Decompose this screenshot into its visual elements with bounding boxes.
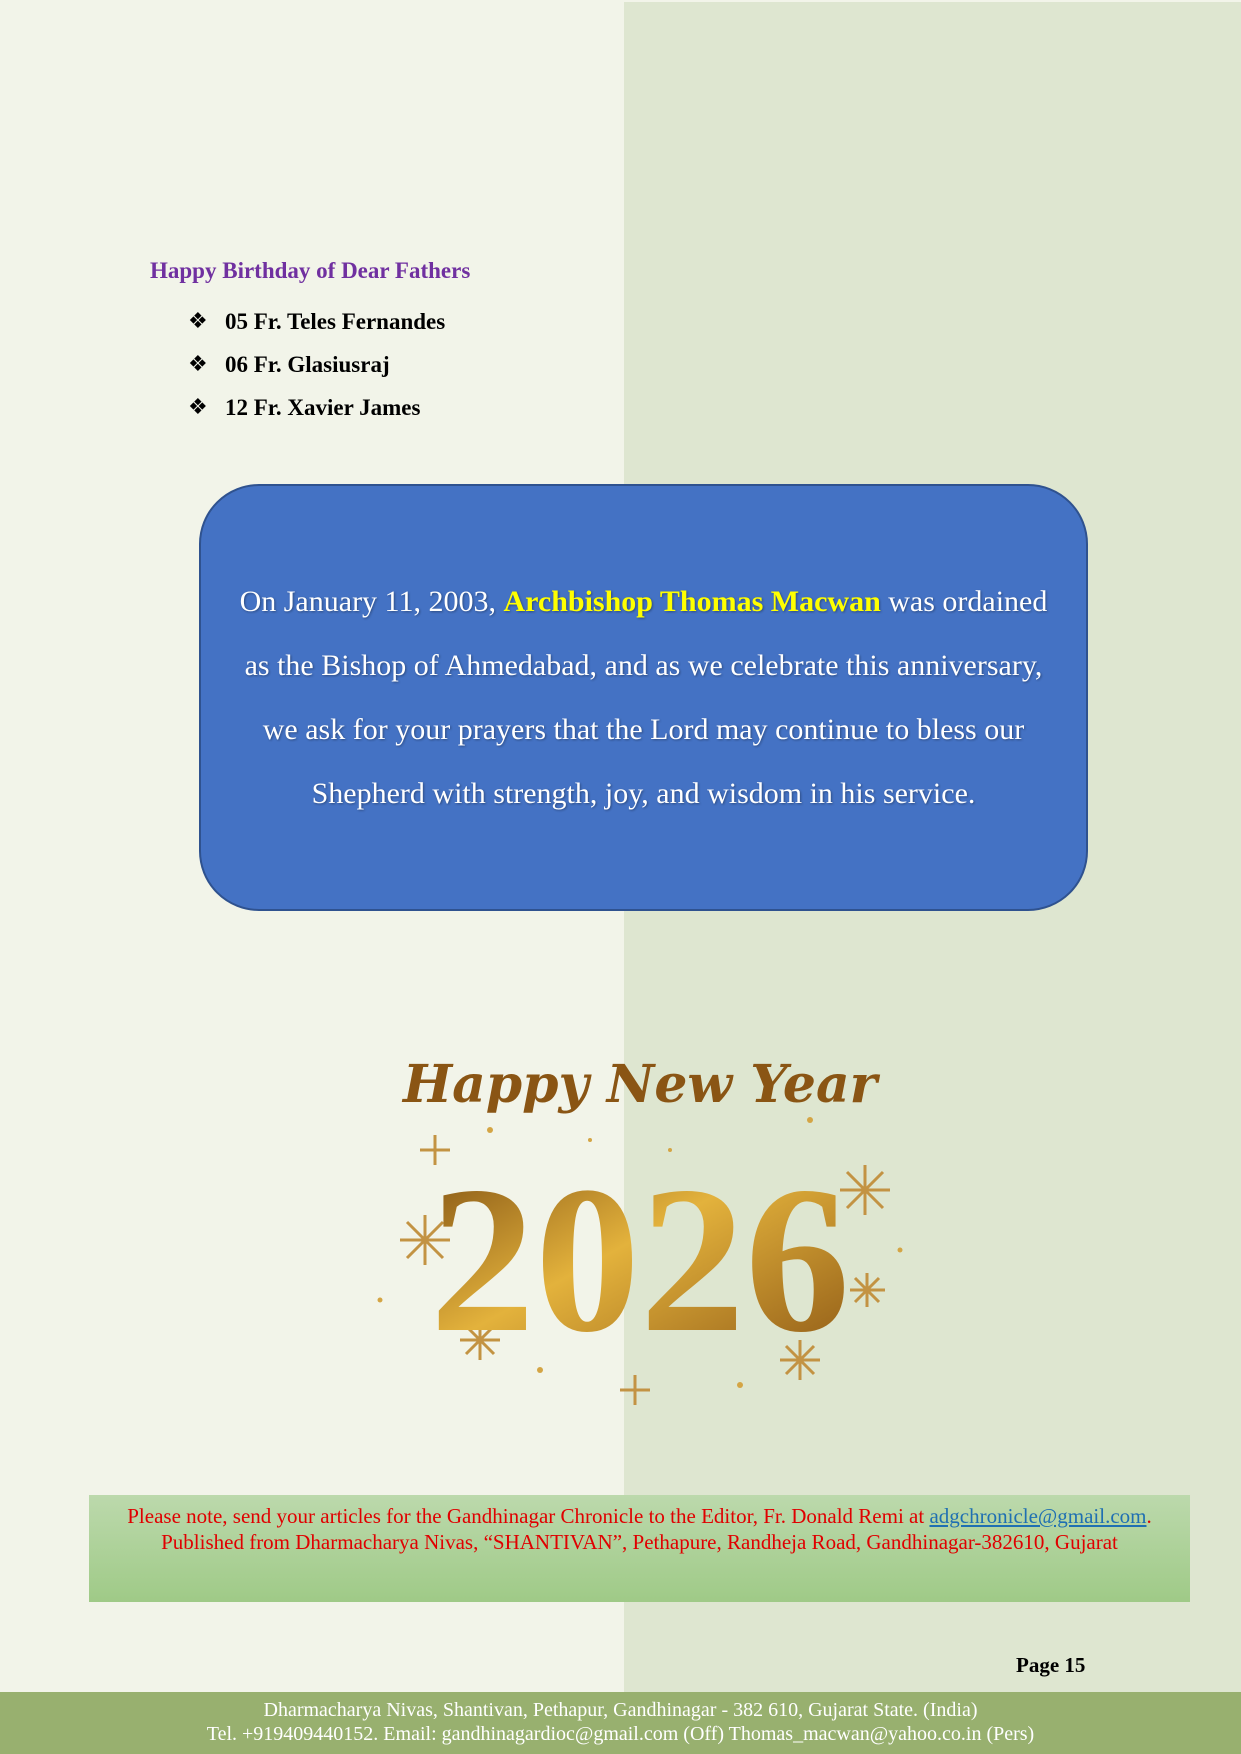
diamond-bullet-icon: ❖ xyxy=(188,309,208,334)
archbishop-name: Archbishop Thomas Macwan xyxy=(503,584,881,618)
notice-text-intro: Please note, send your articles for the Gandhinagar Chronicle to the Editor, Fr. Donald Remi at xyxy=(127,1504,930,1528)
footer-contact: Tel. +919409440152. Email: gandhinagardioc@gmail.com (Off) Thomas_macwan@yahoo.co.in (Pers) xyxy=(206,1723,1035,1745)
anniversary-message xyxy=(237,570,1050,826)
diamond-bullet-icon: ❖ xyxy=(188,352,208,377)
notice-text-address: . Published from Dharmacharya Nivas, “SHANTIVAN”, Pethapure, Randheja Road, Gandhinagar-382610, Gujarat xyxy=(161,1504,1152,1554)
birthday-item xyxy=(188,343,445,386)
birthday-item xyxy=(188,300,445,343)
diamond-bullet-icon: ❖ xyxy=(188,395,208,420)
birthday-item-text: 06 Fr. Glasiusraj xyxy=(225,351,390,377)
happy-new-year-graphic xyxy=(340,1040,940,1420)
birthday-heading: Happy Birthday of Dear Fathers xyxy=(150,258,471,283)
birthday-list xyxy=(188,300,445,429)
submission-notice xyxy=(89,1495,1190,1602)
birthday-item-text: 05 Fr. Teles Fernandes xyxy=(225,308,446,334)
anniversary-message-body: was ordained as the Bishop of Ahmedabad, and as we celebrate this anniversary, we ask for your prayers that the Lord may continue to bless our Shepherd with strength, joy, and wisdom in his service. xyxy=(244,584,1048,810)
new-year-number: 2026 xyxy=(430,1144,850,1376)
footer-address: Dharmacharya Nivas, Shantivan, Pethapur, Gandhinagar - 382 610, Gujarat State. (India) xyxy=(263,1699,978,1721)
page-footer xyxy=(0,1692,1241,1754)
anniversary-callout-box xyxy=(199,484,1088,911)
birthday-item xyxy=(188,386,445,429)
birthday-item-text: 12 Fr. Xavier James xyxy=(225,394,421,420)
new-year-illustration xyxy=(340,1040,940,1420)
page-number: Page 15 xyxy=(1016,1653,1086,1677)
editor-email-link[interactable]: adgchronicle@gmail.com xyxy=(929,1504,1147,1528)
new-year-greeting: Happy New Year xyxy=(402,1054,878,1115)
anniversary-message-intro: On January 11, 2003, xyxy=(239,584,504,618)
